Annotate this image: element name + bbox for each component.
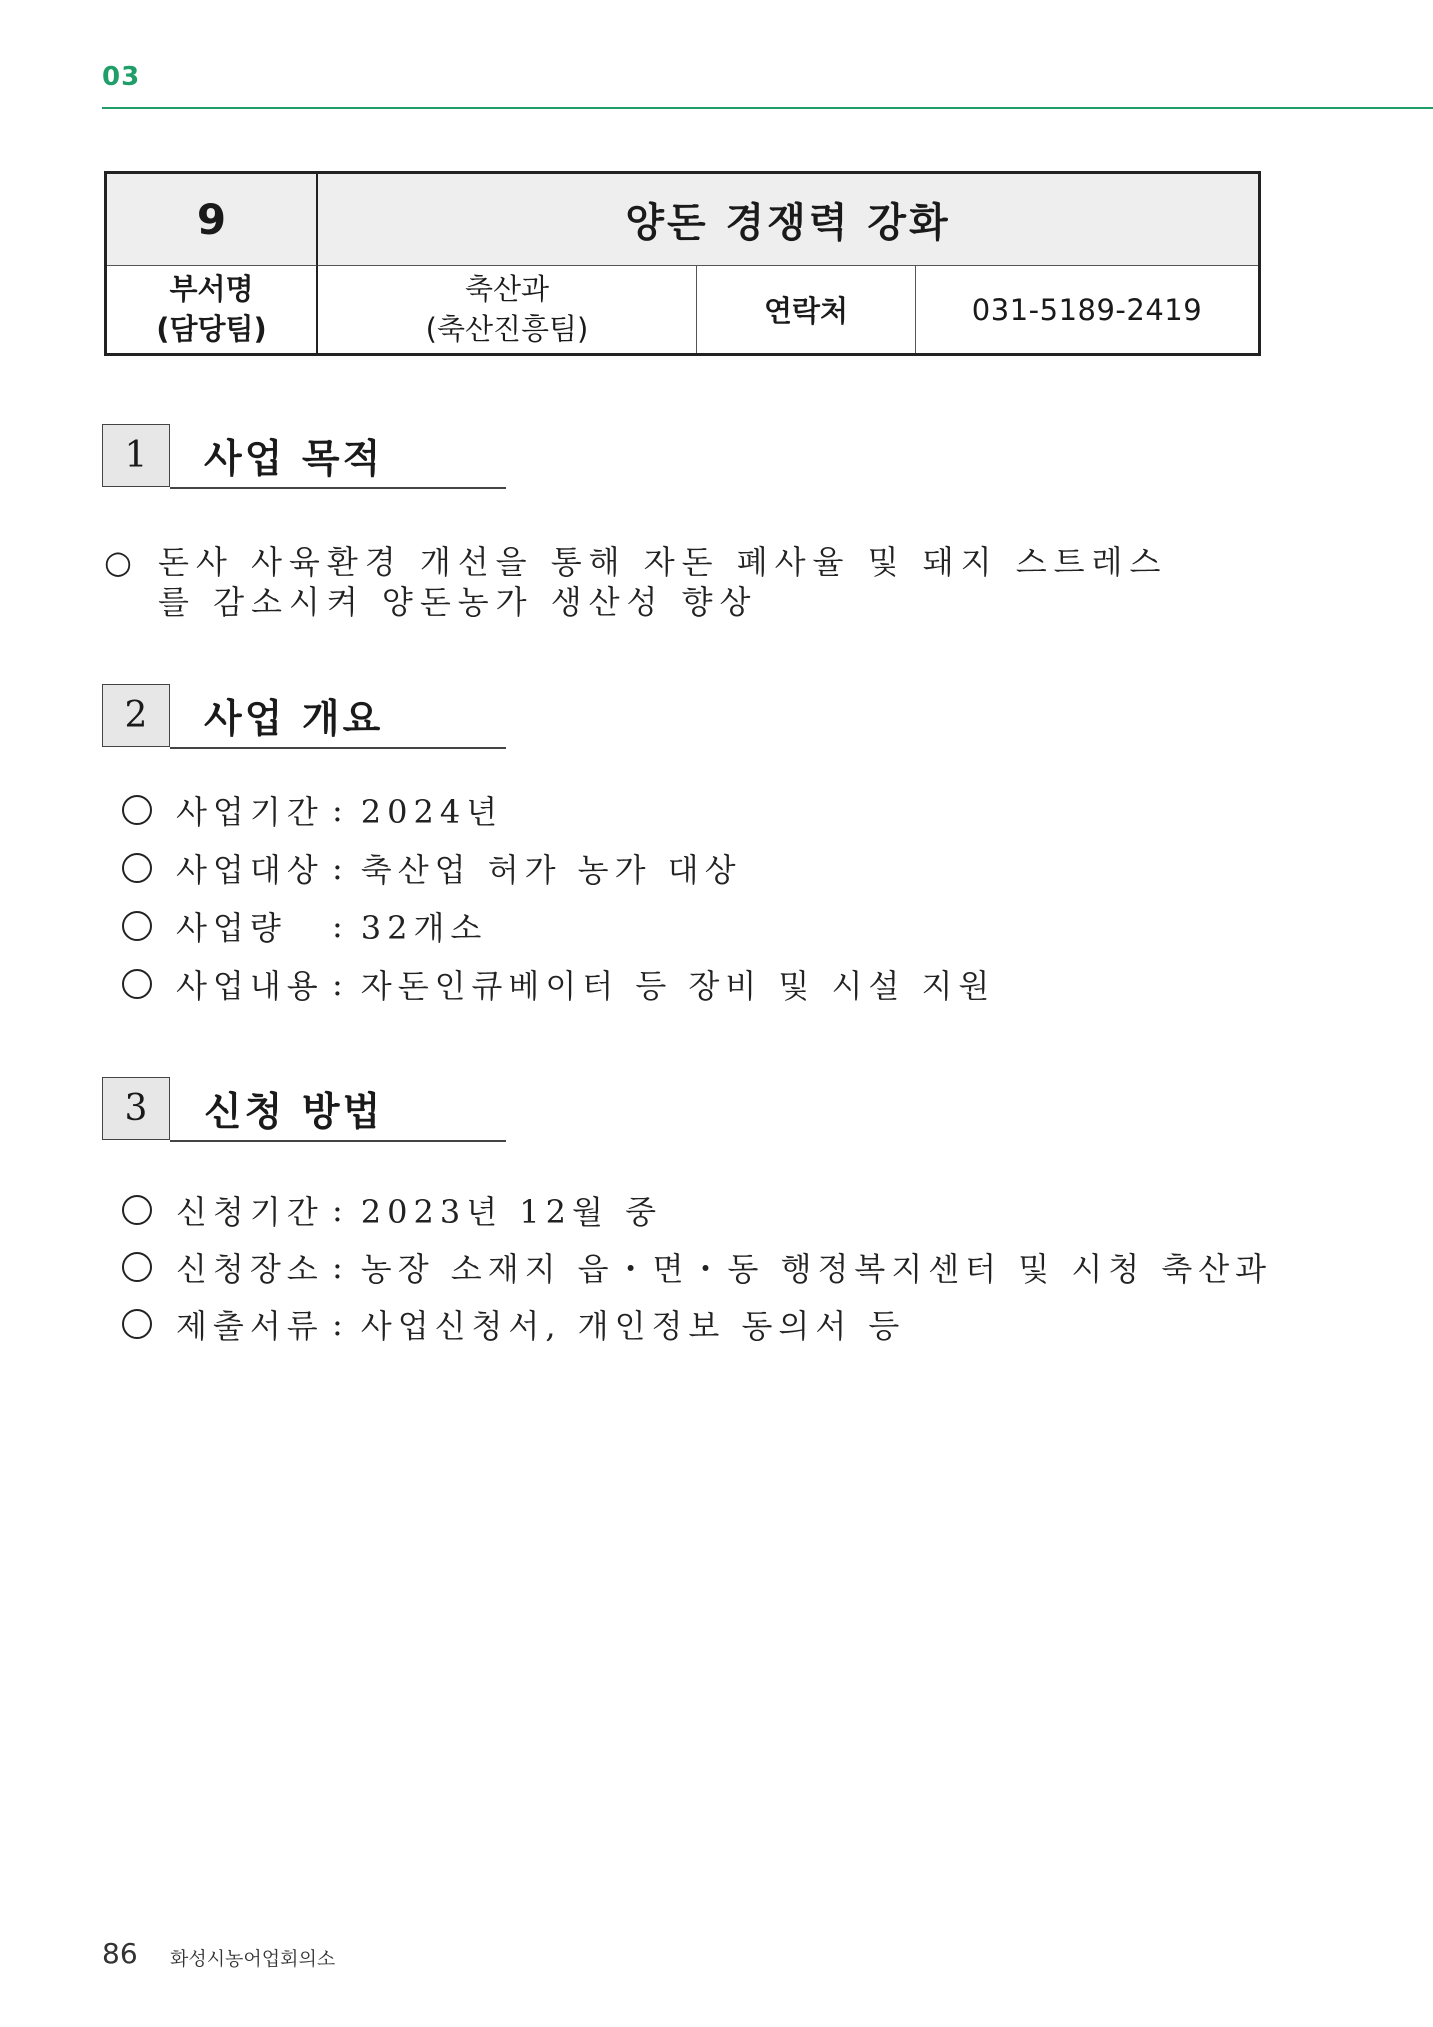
list-item: 제출서류 : 사업신청서, 개인정보 동의서 등 <box>122 1302 905 1346</box>
chapter-number: 03 <box>102 62 141 92</box>
dept-label <box>107 266 318 353</box>
circle-bullet-icon <box>122 1309 152 1339</box>
item-label: 신청기간 <box>176 1193 324 1231</box>
purpose-text: 돈사 사육환경 개선을 통해 자돈 폐사율 및 돼지 스트레스를 감소시켜 양돈농가 생산성 향상 <box>158 543 1168 621</box>
program-number: 9 <box>107 174 318 266</box>
section-underline <box>170 1140 506 1142</box>
item-value: 2024년 <box>360 793 504 831</box>
section-heading-application <box>102 1077 506 1142</box>
section-number-box: 3 <box>102 1077 170 1140</box>
contact-phone: 031-5189-2419 <box>971 292 1203 327</box>
item-value: 자돈인큐베이터 등 장비 및 시설 지원 <box>360 967 996 1005</box>
section-heading-purpose <box>102 424 506 489</box>
item-label: 사업내용 <box>176 967 324 1005</box>
section-underline <box>170 487 506 489</box>
section-heading-overview <box>102 684 506 749</box>
section-title: 사업 개요 <box>204 697 384 742</box>
item-value: 농장 소재지 읍・면・동 행정복지센터 및 시청 축산과 <box>360 1250 1273 1288</box>
footer-organization: 화성시농어업회의소 <box>170 1948 336 1970</box>
circle-bullet-icon <box>122 853 152 883</box>
circle-bullet-icon <box>122 795 152 825</box>
item-value: 2023년 12월 중 <box>360 1193 663 1231</box>
item-value: 축산업 허가 농가 대상 <box>360 851 742 889</box>
circle-bullet-icon <box>122 969 152 999</box>
item-value: 사업신청서, 개인정보 동의서 등 <box>360 1307 906 1345</box>
section-title: 사업 목적 <box>204 437 384 482</box>
dept-value-line2: (축산진흥팀) <box>425 311 589 346</box>
section-title: 신청 방법 <box>204 1090 384 1135</box>
item-label: 제출서류 <box>176 1307 324 1345</box>
circle-bullet-icon: ○ <box>104 543 139 581</box>
item-label: 신청장소 <box>176 1250 324 1288</box>
section-underline <box>170 747 506 749</box>
list-item: 사업대상 : 축산업 허가 농가 대상 <box>122 846 742 890</box>
list-item: 신청기간 : 2023년 12월 중 <box>122 1188 662 1232</box>
program-title: 양돈 경쟁력 강화 <box>318 174 1258 266</box>
section-number-box: 2 <box>102 684 170 747</box>
dept-value-line1: 축산과 <box>464 272 550 307</box>
purpose-paragraph <box>104 542 1204 622</box>
circle-bullet-icon <box>122 1195 152 1225</box>
list-item: 신청장소 : 농장 소재지 읍・면・동 행정복지센터 및 시청 축산과 <box>122 1245 1272 1289</box>
item-label: 사업량 <box>176 909 287 947</box>
chapter-divider <box>102 107 1433 109</box>
list-item: 사업량 : 32개소 <box>122 904 487 948</box>
item-value: 32개소 <box>360 909 488 947</box>
contact-label: 연락처 <box>697 266 916 353</box>
dept-value <box>318 266 697 353</box>
circle-bullet-icon <box>122 911 152 941</box>
page-number: 86 <box>102 1937 138 1970</box>
list-item: 사업내용 : 자돈인큐베이터 등 장비 및 시설 지원 <box>122 962 995 1006</box>
list-item: 사업기간 : 2024년 <box>122 788 503 832</box>
program-info-table <box>104 171 1261 356</box>
circle-bullet-icon <box>122 1252 152 1282</box>
section-number-box: 1 <box>102 424 170 487</box>
dept-label-line2: (담당팀) <box>156 311 267 346</box>
dept-label-line1: 부서명 <box>169 272 254 307</box>
item-label: 사업대상 <box>176 851 324 889</box>
item-label: 사업기간 <box>176 793 324 831</box>
